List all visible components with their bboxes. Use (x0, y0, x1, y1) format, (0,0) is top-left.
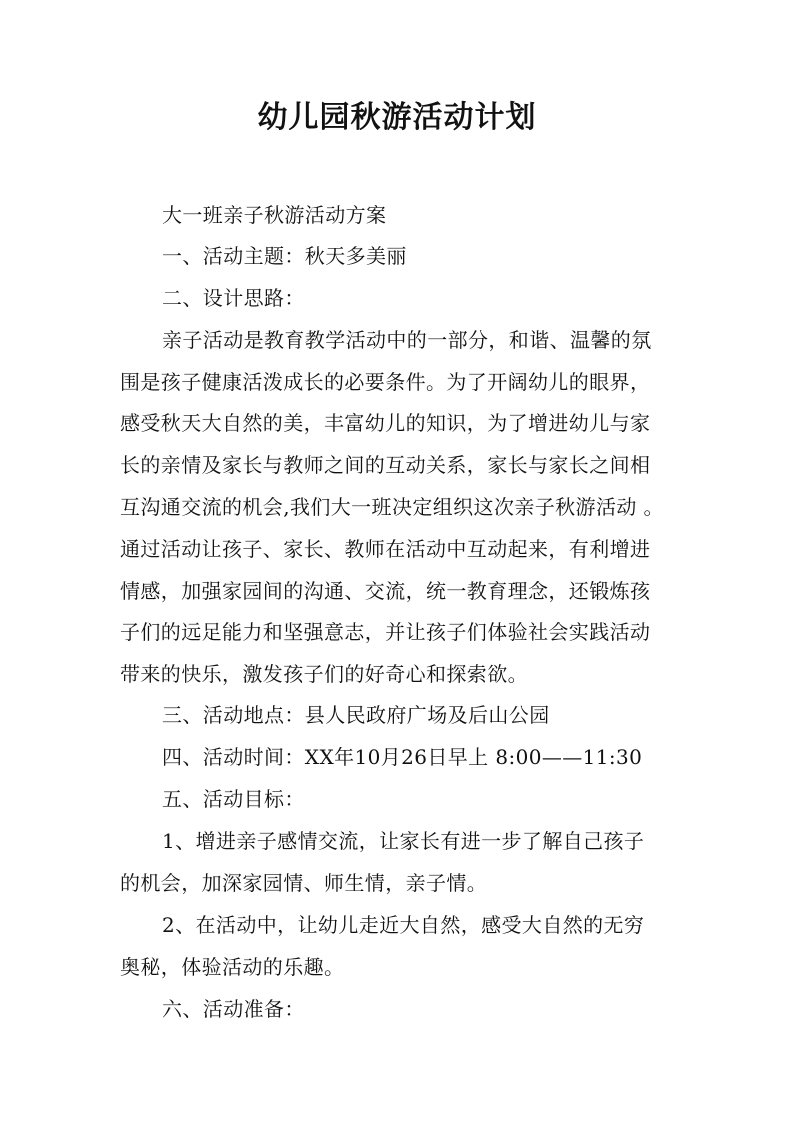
paragraph-line: 带来的快乐，激发孩子们的好奇心和探索欲。 (120, 662, 528, 686)
paragraph-line: 感受秋天大自然的美，丰富幼儿的知识，为了增进幼儿与家 (120, 411, 651, 435)
document-title: 幼儿园秋游活动计划 (257, 100, 537, 135)
goal-item: 2、在活动中，让幼儿走近大自然，感受大自然的无穷 (162, 913, 645, 937)
section-location: 三、活动地点：县人民政府广场及后山公园 (162, 703, 550, 727)
goal-item-continued: 奥秘，体验活动的乐趣。 (120, 955, 345, 979)
section-theme: 一、活动主题：秋天多美丽 (162, 244, 407, 268)
section-preparation-heading: 六、活动准备： (162, 997, 305, 1021)
paragraph-line: 亲子活动是教育教学活动中的一部分，和谐、温馨的氛 (162, 328, 652, 352)
paragraph-line: 围是孩子健康活泼成长的必要条件。为了开阔幼儿的眼界， (120, 370, 651, 394)
goal-item: 1、增进亲子感情交流，让家长有进一步了解自己孩子 (162, 829, 645, 853)
section-goals-heading: 五、活动目标： (162, 787, 305, 811)
goal-item-continued: 的机会，加深家园情、师生情，亲子情。 (120, 871, 488, 895)
paragraph-line: 通过活动让孩子、家长、教师在活动中互动起来，有利增进 (120, 537, 651, 561)
paragraph-line: 互沟通交流的机会,我们大一班决定组织这次亲子秋游活动 。 (120, 495, 664, 519)
section-design-heading: 二、设计思路： (162, 286, 305, 310)
plan-subtitle: 大一班亲子秋游活动方案 (162, 203, 387, 227)
section-time: 四、活动时间：XX年10月26日早上 8:00——11:30 (162, 745, 643, 769)
paragraph-line: 子们的远足能力和坚强意志，并让孩子们体验社会实践活动 (120, 620, 651, 644)
paragraph-line: 情感，加强家园间的沟通、交流，统一教育理念，还锻炼孩 (120, 579, 651, 603)
paragraph-line: 长的亲情及家长与教师之间的互动关系，家长与家长之间相 (120, 453, 651, 477)
